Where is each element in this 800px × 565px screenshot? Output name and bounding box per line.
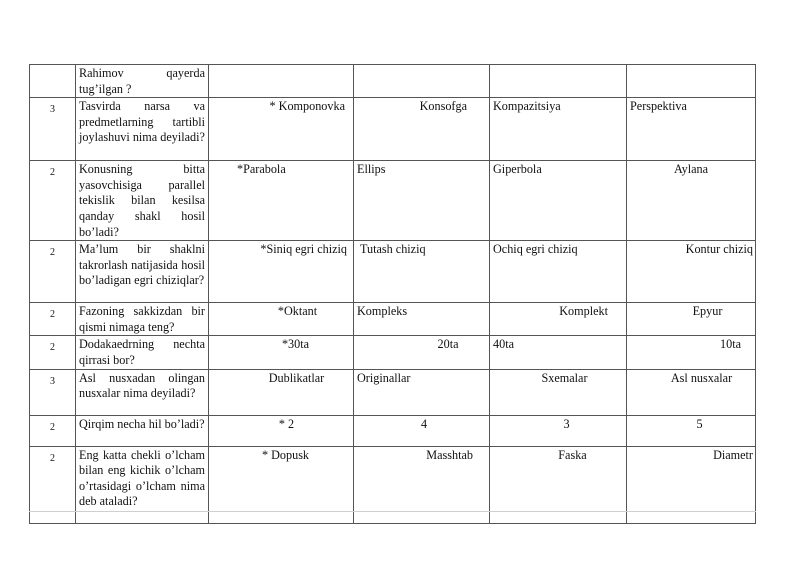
- difficulty-cell: 3: [30, 98, 76, 161]
- option-b-cell: [354, 65, 490, 98]
- question-cell: Tasvirda narsa va predmetlarning tartibli joylashuvi nima deyiladi?: [76, 98, 209, 161]
- question-cell: Dodakaedrning nechta qirrasi bor?: [76, 336, 209, 369]
- question-cell: Eng katta chekli o’lcham bilan eng kichik o’lcham o’rtasidagi o’lcham nima deb ataladi?: [76, 446, 209, 523]
- difficulty-cell: 2: [30, 303, 76, 336]
- option-c-cell: Ochiq egri chiziq: [490, 241, 627, 303]
- table-row: [30, 65, 756, 98]
- option-c-cell: Sxemalar: [490, 369, 627, 415]
- correct-answer-cell: * 2: [209, 415, 354, 446]
- option-d-cell: 10ta: [627, 336, 756, 369]
- table-row: [30, 241, 756, 303]
- correct-answer-cell: *30ta: [209, 336, 354, 369]
- question-cell: Ma’lum bir shaklni takrorlash natijasida hosil bo’ladigan egri chiziqlar?: [76, 241, 209, 303]
- test-questions-table: [29, 64, 756, 524]
- table-row: [30, 303, 756, 336]
- table-row: [30, 98, 756, 161]
- question-cell: Fazoning sakkizdan bir qismi nimaga teng?: [76, 303, 209, 336]
- option-d-cell: Epyur: [627, 303, 756, 336]
- option-b-cell: 20ta: [354, 336, 490, 369]
- option-d-cell: Asl nusxalar: [627, 369, 756, 415]
- difficulty-cell: 2: [30, 241, 76, 303]
- difficulty-cell: 2: [30, 415, 76, 446]
- question-cell: Asl nusxadan olingan nusxalar nima deyiladi?: [76, 369, 209, 415]
- table-row: [30, 369, 756, 415]
- correct-answer-cell: *Siniq egri chiziq: [209, 241, 354, 303]
- option-b-cell: Originallar: [354, 369, 490, 415]
- correct-answer-cell: * Komponovka: [209, 98, 354, 161]
- difficulty-cell: 2: [30, 161, 76, 241]
- difficulty-cell: 2: [30, 336, 76, 369]
- option-c-cell: 40ta: [490, 336, 627, 369]
- question-cell: Rahimov qayerda tug’ilgan ?: [76, 65, 209, 98]
- question-cell: Qirqim necha hil bo’ladi?: [76, 415, 209, 446]
- table-row: [30, 161, 756, 241]
- page-bottom-divider: [29, 511, 756, 512]
- difficulty-cell: 2: [30, 446, 76, 523]
- difficulty-cell: 3: [30, 369, 76, 415]
- table-row: [30, 336, 756, 369]
- difficulty-cell: [30, 65, 76, 98]
- option-c-cell: 3: [490, 415, 627, 446]
- option-d-cell: Perspektiva: [627, 98, 756, 161]
- option-b-cell: Kompleks: [354, 303, 490, 336]
- option-d-cell: Aylana: [627, 161, 756, 241]
- option-d-cell: 5: [627, 415, 756, 446]
- option-c-cell: Kompazitsiya: [490, 98, 627, 161]
- option-d-cell: [627, 65, 756, 98]
- option-d-cell: Diametr: [627, 446, 756, 523]
- correct-answer-cell: * Dopusk: [209, 446, 354, 523]
- option-b-cell: Ellips: [354, 161, 490, 241]
- correct-answer-cell: *Parabola: [209, 161, 354, 241]
- option-b-cell: Konsofga: [354, 98, 490, 161]
- option-b-cell: Tutash chiziq: [354, 241, 490, 303]
- option-c-cell: Faska: [490, 446, 627, 523]
- correct-answer-cell: Dublikatlar: [209, 369, 354, 415]
- option-b-cell: 4: [354, 415, 490, 446]
- correct-answer-cell: [209, 65, 354, 98]
- option-c-cell: Komplekt: [490, 303, 627, 336]
- option-c-cell: [490, 65, 627, 98]
- option-c-cell: Giperbola: [490, 161, 627, 241]
- option-b-cell: Masshtab: [354, 446, 490, 523]
- correct-answer-cell: *Oktant: [209, 303, 354, 336]
- table-row: [30, 415, 756, 446]
- question-cell: Konusning bitta yasovchisiga parallel tekislik bilan kesilsa qanday shakl hosil bo’ladi?: [76, 161, 209, 241]
- option-d-cell: Kontur chiziq: [627, 241, 756, 303]
